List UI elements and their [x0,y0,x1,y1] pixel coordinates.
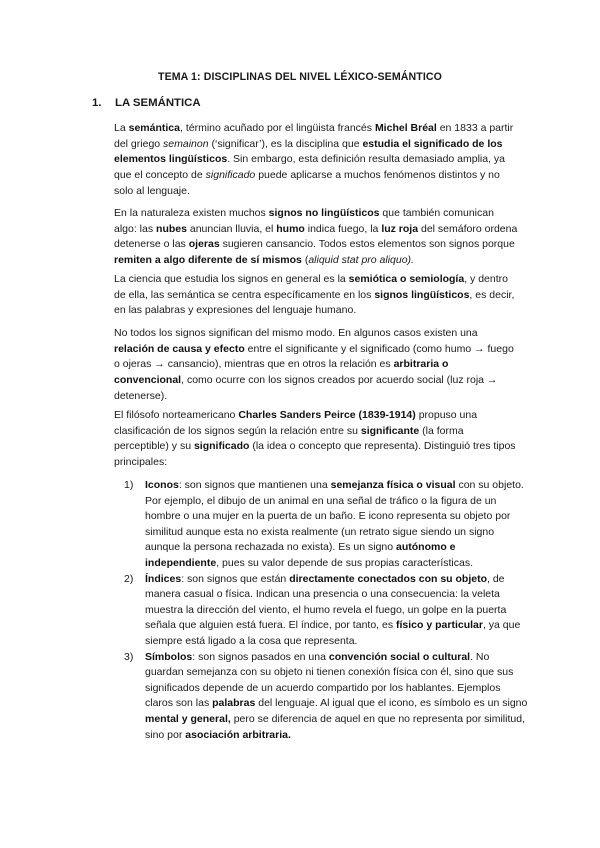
text-run: , es decir, en las palabras y expresiones del lenguaje humano. [114,288,515,317]
paragraph-intro [114,121,518,200]
bold-text: remiten a algo diferente de sí mismos [114,254,302,267]
text-run: del semáforo ordena detenerse o las [114,222,518,251]
text-run: . No guardan semejanza con su objeto ni tienen conexión física con él, sino que sus significados depende de un acuerdo compartido por los hablantes. Ejemplos claros son las [145,650,514,710]
text-run: entre el significante y el significado (como humo → fuego o ojeras → cansancio), mientras que en otros la relación es [114,342,514,371]
paragraph-sign-relations [114,326,518,405]
text-run: El filósofo norteamericano [114,409,239,421]
bold-text: signos lingüísticos [374,288,470,301]
text-run: , pues su valor depende de sus propias características. [216,556,473,569]
bold-text: significante [360,424,420,437]
section-number: 1. [92,97,102,109]
text-run: La ciencia que estudia los signos en general es la [114,273,349,285]
text-run: (la forma perceptible) y su [114,424,464,453]
bold-text: luz roja [381,222,419,235]
text-run: , término acuñado por el lingüista francés [179,122,375,134]
bold-text: semántica [128,122,180,134]
bold-text: semiótica o semiología [348,273,465,285]
text-run: ( [301,254,309,267]
bold-text: ojeras [188,238,220,251]
italic-text: aliquid stat pro aliquo). [308,254,414,267]
section-heading-text: LA SEMÁNTICA [115,97,201,109]
text-run: No todos los signos significan del mismo modo. En algunos casos existen una [114,327,478,339]
bold-text: nubes [156,222,187,235]
text-run: . Sin embargo, esta definición resulta demasiado amplia, ya que el concepto de [114,153,506,182]
paragraph-peirce [114,408,518,471]
text-run: anuncian lluvia, el [186,222,277,235]
bold-text: mental y general, [145,712,231,725]
bold-text: significado [193,440,250,453]
text-run: , de manera casual o física. Indican una presencia o una consecuencia: la veleta muestra la dirección del viento, el humo revela el fuego, un golpe en la puerta señala que alguien está fuera. El índice, por tanto, es [145,572,507,632]
bold-text: humo [276,222,305,235]
text-run: que también comunican algo: las [114,207,494,235]
list-item-text [145,573,520,647]
text-run: La [114,122,129,134]
text-run: En la naturaleza existen muchos [114,207,269,219]
text-run: (la idea o concepto que representa). Distinguió tres tipos principales: [114,440,516,469]
bold-text: Símbolos [145,650,193,663]
list-item-text [145,479,524,569]
section-heading [92,97,201,109]
list-marker: 2) [124,572,134,585]
italic-text: significado [205,169,256,182]
text-run: : son signos que mantienen una [178,479,331,491]
bold-text: arbitraria o convencional [114,358,449,387]
list-item-simbolos [124,650,528,744]
text-run: : son signos que están [181,572,290,585]
text-run: , como ocurre con los signos creados por acuerdo social (luz roja → detenerse). [114,374,498,402]
list-item-indices [124,572,528,650]
text-run: puede aplicarse a muchos fenómenos distintos y no solo al lenguaje. [114,169,500,197]
bold-text: autónomo e independiente [145,541,456,569]
bold-text: Índices [145,572,182,585]
bold-text: relación de causa y efecto [114,342,245,355]
paragraph-non-linguistic-signs [114,206,518,269]
bold-text: Michel Bréal [374,122,437,134]
italic-text: semainon [163,137,209,150]
bold-text: Charles Sanders Peirce (1839-1914) [238,409,416,421]
text-run: , ya que siempre está ligado a la cosa que representa. [145,619,521,647]
text-run: del lenguaje. Al igual que el icono, es símbolo es un signo [255,697,528,710]
list-marker: 3) [124,650,134,663]
text-run: con su objeto. Por ejemplo, el dibujo de un animal en una señal de tráfico o la figura de un hombre o una mujer en la puerta de un baño. E icono representa su objeto por similitud aunque esta no exista realmente (un retrato sigue siendo un signo aunque la persona rechazada no exista). Es un signo [145,479,524,554]
bold-text: convención social o cultural [328,650,471,663]
list-item-iconos [124,478,528,572]
bold-text: signos no lingüísticos [268,207,380,219]
bold-text: semejanza física o visual [330,479,456,491]
paragraph-semiotics [114,272,518,319]
text-run: indica fuego, la [304,222,382,235]
bold-text: estudia el significado de los elementos lingüísticos [114,137,503,166]
bold-text: Iconos [145,479,179,491]
text-run: , y dentro de ella, las semántica se centra específicamente en los [114,273,508,301]
bold-text: físico y particular [396,619,483,632]
text-run: sugieren cansancio. Todos estos elementos son signos porque [219,238,515,251]
text-run: : son signos pasados en una [192,650,329,663]
bold-text: asociación arbitraria. [185,728,291,741]
list-item-text [145,651,527,741]
text-run: en 1833 a partir del griego [114,122,514,150]
bold-text: palabras [212,697,256,710]
sign-types-list [124,478,528,743]
list-marker: 1) [124,479,134,491]
page-title: TEMA 1: DISCIPLINAS DEL NIVEL LÉXICO-SEMÁNTICO [158,71,442,83]
text-run: propuso una clasificación de los signos según la relación entre su [114,409,478,437]
text-run: (‘significar’), es la disciplina que [208,137,363,150]
bold-text: directamente conectados con su objeto [289,572,487,585]
text-run: pero se diferencia de aquel en que no representa por similitud, sino por [145,712,525,741]
